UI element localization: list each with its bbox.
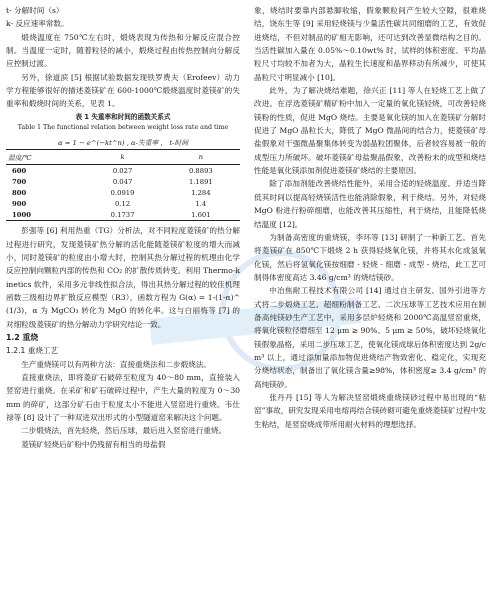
table-row <box>6 209 240 221</box>
paragraph-two-step-method: 二步煅烧法，首先轻烧，然后压球，最后进入竖窑进行重烧。 <box>21 426 227 436</box>
table-cell-n: 1.601 <box>162 209 240 221</box>
table-cell-k: 0.0919 <box>110 188 135 197</box>
table-row <box>6 198 240 209</box>
table-cell-n: 1.1891 <box>188 177 213 186</box>
paragraph-activated-carbon: 象，烧结时要靠内部悬脚收缩，假象颗粒间产生较大空隙，很难烧结，饶东生等 [9] 采用轻烧镁与少量活性碳共同细磨的工艺，有效促进烧结，不但对制品的矿相无影响，还可达到改善显微结构之目的。当活性碳加入量在 0.05%～0.10wt% 时，试样的体积密度、平均晶粒尺寸均较不加者为大，晶粒生长速度和晶界移动有所减少，可使其晶粒尺寸明显减小 [10]。 <box>254 6 486 82</box>
table-cell-k: 0.12 <box>114 199 131 208</box>
paragraph-light-burned-residue: 菱镁矿轻烧后矿粉中仍残留有相当的母盐假 <box>21 439 166 449</box>
paragraph-high-density-process: 为制备高密度的重烧镁，李环等 [13] 研制了一种新工艺。首先将菱镁矿在 850℃下煅烧 2 h 获得轻烧氧化镁，并将其水化成氢氧化镁，然后将氢氧化镁按细磨 - 轻烧 - 细磨 - 成型 - 烧结，此工艺可制得体密度高达 3.46 g/cm³ 的烧结镁砂。 <box>254 232 486 282</box>
subsection-heading-process: 1.2.1 重烧工艺 <box>6 346 59 356</box>
right-column <box>254 4 486 431</box>
table-header-n: n <box>162 150 240 165</box>
section-heading-dead-burning: 1.2 重烧 <box>6 333 39 342</box>
table-row <box>6 165 240 177</box>
paragraph-kiln-sticking: 张丹丹 [15] 等人为解决竖窑煅烧重烧镁砂过程中易出现的“粘窑”事故，研究发现采用电熔再结合镁砖砌可避免重烧菱镁矿过程中发生粘结，是竖窑烧成带所用耐火材料的理想选择。 <box>254 392 486 429</box>
table-cell-temp: 1000 <box>6 209 83 221</box>
table-cell-temp: 700 <box>12 177 27 186</box>
paragraph-direct-method: 直接重烧法，即将菱矿石破碎至粒度为 40～80 mm，直接装入竖窑进行重烧。在采矿和矿石破碎过程中，产生大量的粒度为 0～30 mm 的碎矿，这部分矿石由于粒度太小不能进入竖窑进行重烧。韦仕禄等 [8] 设计了一种双进双出形式的小型隧道窑来解决这个问题。 <box>6 373 240 423</box>
table-caption-en: Table 1 The functional relation between weight loss rate and time <box>17 123 229 131</box>
table-cell-n: 0.8893 <box>188 166 213 175</box>
left-column <box>6 4 240 451</box>
table-cell-k: 0.027 <box>112 166 133 175</box>
paragraph-light-burn-temperature: 除了添加剂能改善烧结性能外，采用合适的轻烧温度、并适当降低其时间以提高轻烧镁活性也能消除假象，利于烧结。另外，对轻烧 MgO 粉进行粉碎细磨，也能改善其压缩性，利于烧结，且能降低烧结温度 [12]。 <box>254 179 486 229</box>
table-cell-temp: 900 <box>12 199 27 208</box>
table-row <box>6 187 240 198</box>
table-row <box>6 176 240 187</box>
variable-t-definition: t- 分解时间（s） <box>6 6 64 15</box>
table-cell-k: 0.047 <box>112 177 133 186</box>
weight-loss-table <box>6 136 240 221</box>
table-cell-k: 0.1737 <box>83 209 161 221</box>
paragraph-mgo-additive: 此外，为了解决烧结难题，徐兴正 [11] 等人在轻烧工艺上做了改进。在浮选菱镁矿精矿粉中加入一定量的氧化镁轻烧，可改善轻烧镁粉的性质，促进 MgO 烧结。主要是氧化镁的加入在菱镁矿分解时促进了 MgO 晶粒长大，降低了 MgO 微晶间的结合力，使菱镁矿母盐假象对干强微晶聚集体转变为弱晶粒团聚体，后者较容易被一般的成型压力所破坏。破坏菱镁矿母盐聚晶假象，改善粉末的成型和烧结性能是氧化镁添加剂促进菱镁矿烧结的主要原因。 <box>254 86 486 176</box>
table-header-temperature: 温度/℃ <box>6 150 83 165</box>
paragraph-erofeev-equation: 另外，徐道滨 [5] 根据试验数据发现铁罗费夫（Erofeev）动力学方程能够很好的描述菱镁矿在 600-1000℃煅烧温度时菱镁矿的失重率和煅烧时间的关系，见表 1。 <box>6 72 240 109</box>
paragraph-acre-engineering: 中冶焦耐工程技术有限公司 [14] 通过自主研发、国外引进等方式将二步煅烧工艺、超细粉制备工艺、二次压球等工艺技术应用在制备高纯镁砂生产工艺中，采用多层炉轻烧和 2000℃高温竖窑重烧，将氧化镁粒径磨细至 12 μm ≥ 90%、5 μm ≥ 50%，破坏轻烧氧化镁假象晶格，采用二步压球工艺，使氧化镁成球后体积密度达到 2g/cm³ 以上，通过添加量添加物促进烧结产物致密化、稳定化，实现充分烧结状态，制备出了氧化镁含量≥98%，体积密度≥ 3.4 g/cm³ 的高纯镁砂。 <box>254 286 486 389</box>
paragraph-two-methods: 生产重烧镁可以有两种方法：直接重烧法和二步煅烧法。 <box>21 359 212 369</box>
table-cell-n: 1.284 <box>191 188 211 197</box>
table-caption-cn: 表 1 失重率和时间的函数关系式 <box>75 112 171 121</box>
paragraph-tg-analysis: 彭强等 [6] 利用热重（TG）分析法，对不同粒度菱镁矿的热分解过程进行研究，发现菱镁矿热分解的活化能随菱镁矿粒度的增大而减小，同时菱镁矿的粒度由小增大时，控制其热分解过程的机理由化学反应控制向颗粒内部的传热和 CO₂ 的扩散传质转变。利用 Thermo-kinetics 软件，采用多元非线性拟合法，得出其热分解过程的较佳机理函数三级相边界扩散反应模型（R3），函数方程为 G(α) = 1-(1-α)^(1/3)，α 为 MgCO₃ 转化为 MgO 的转化率。这与白丽梅等 [7] 的对细粒级菱镁矿的热分解动力学研究结论一致。 <box>6 226 240 329</box>
variable-k-definition: k- 反应速率常数。 <box>6 19 69 29</box>
table-cell-temp: 800 <box>12 188 27 197</box>
table-equation: α = 1 − e^(−kt^n) , α-失重率 ， t-时间 <box>57 139 189 148</box>
table-1 <box>6 113 240 222</box>
table-cell-temp: 600 <box>12 166 27 175</box>
table-header-k: k <box>83 150 161 165</box>
table-cell-n: 1.4 <box>195 199 207 208</box>
paragraph-calcination-control: 煅烧温度在 750℃左右时，煅烧表现为传热和分解反应混合控制。当温度一定时，随着粒径的减小，煅烧过程由传热控制向分解反应控制过渡。 <box>6 32 240 69</box>
